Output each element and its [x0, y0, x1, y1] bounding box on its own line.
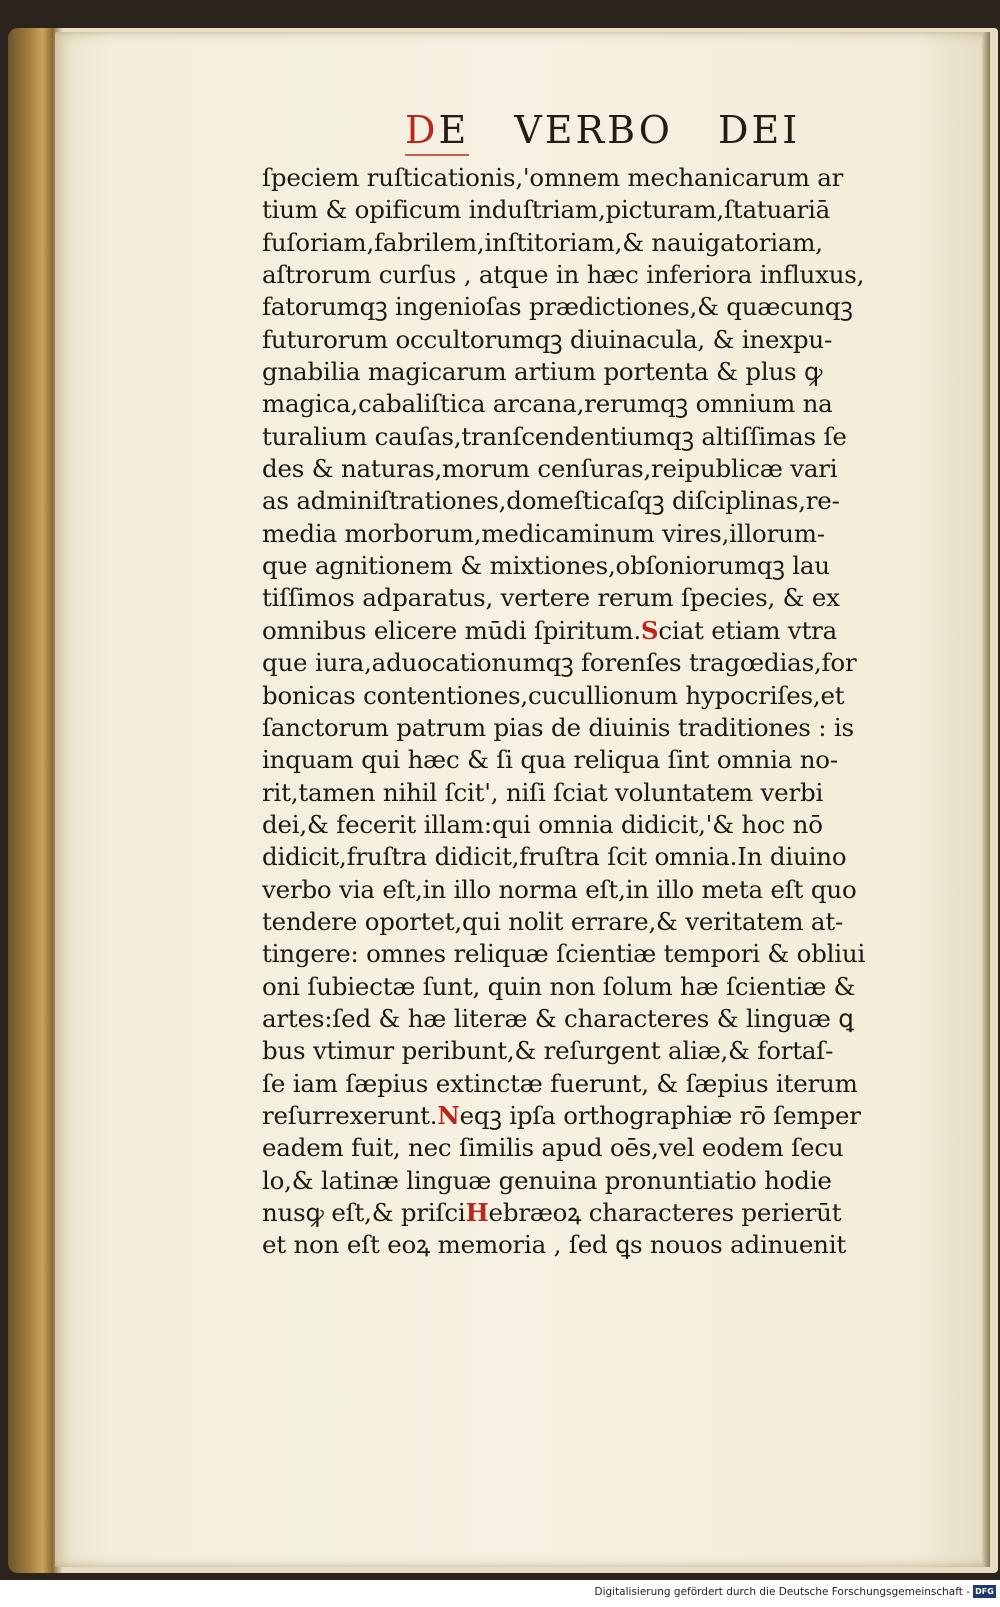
text-line: artes:ſed & hæ literæ & characteres & linguæ ꝗ — [262, 1003, 854, 1033]
page-edge — [982, 32, 990, 1567]
page-text-block — [262, 162, 962, 1262]
text-line: as adminiſtrationes,domeſticaſqꝫ diſciplinas,re- — [262, 486, 840, 516]
text-line-with-rubric — [262, 1197, 962, 1229]
digitization-footer — [0, 1580, 1000, 1607]
text-segment: nusꝙ eſt,& priſci — [262, 1198, 466, 1227]
text-line: inquam qui hæc & ſi qua reliqua ſint omnia no- — [262, 745, 838, 775]
text-line: aſtrorum curſus , atque in hæc inferiora influxus, — [262, 260, 865, 290]
text-segment: ebræoꝝ characteres perierūt — [488, 1198, 842, 1227]
text-line: lo,& latinæ linguæ genuina pronuntiatio hodie — [262, 1165, 832, 1195]
text-line: rit,tamen nihil ſcit', niſi ſciat voluntatem verbi — [262, 777, 824, 807]
text-segment: reſurrexerunt. — [262, 1100, 438, 1130]
text-segment: ciat etiam vtra — [658, 615, 838, 645]
text-line: et non eſt eoꝝ memoria , ſed ꝗs nouos adinuenit — [262, 1230, 846, 1260]
text-line: didicit,fruſtra didicit,fruſtra ſcit omnia.In diuino — [262, 842, 847, 872]
text-line: futurorum occultorumqꝫ diuinacula, & inexpu- — [262, 324, 833, 354]
text-line: tium & opificum induſtriam,picturam,ſtatuariā — [262, 195, 831, 225]
text-line: ſanctorum patrum pias de diuinis traditiones : is — [262, 712, 854, 742]
text-line: oni ſubiectæ ſunt, quin non ſolum hæ ſcientiæ & — [262, 971, 856, 1001]
header-word-dei: DEI — [717, 108, 801, 152]
text-line: bus vtimur peribunt,& reſurgent aliæ,& fortaſ- — [262, 1036, 834, 1066]
funding-credit: Digitalisierung gefördert durch die Deutsche Forschungsgemeinschaft - — [594, 1586, 970, 1598]
text-line: media morborum,medicaminum vires,illorum- — [262, 518, 825, 548]
text-line: magica,cabaliſtica arcana,rerumqꝫ omnium na — [262, 389, 833, 419]
text-line: dei,& fecerit illam:qui omnia didicit,'& hoc nō — [262, 809, 823, 839]
rubric-capital-h: H — [465, 1198, 489, 1227]
text-line: que iura,aduocationumqꝫ forenſes tragœdias,for — [262, 648, 857, 678]
text-segment: eqꝫ ipſa orthographiæ rō ſemper — [459, 1100, 861, 1130]
text-line: tiſſimos adparatus, vertere rerum ſpecies, & ex — [262, 583, 840, 613]
text-line-with-rubric — [262, 1100, 962, 1132]
text-line: tingere: omnes reliquæ ſcientiæ tempori & obliui — [262, 939, 866, 969]
text-segment: omnibus elicere mūdi ſpiritum. — [262, 615, 641, 645]
text-line: tendere oportet,qui nolit errare,& veritatem at- — [262, 906, 844, 936]
text-line: que agnitionem & mixtiones,obſoniorumqꝫ lau — [262, 551, 830, 581]
text-line: eadem fuit, nec ſimilis apud oēs,vel eodem ſecu — [262, 1133, 844, 1163]
text-line: fuſoriam,fabrilem,inſtitoriam,& nauigatoriam, — [262, 227, 823, 257]
text-line-with-rubric — [262, 615, 962, 647]
text-line: ſe iam ſæpius extinctæ fuerunt, & ſæpius iterum — [262, 1068, 858, 1098]
text-line: gnabilia magicarum artium portenta & plus ꝙ — [262, 357, 823, 387]
running-header — [405, 108, 805, 156]
text-line: fatorumqꝫ ingenioſas prædictiones,& quæcunqꝫ — [262, 292, 853, 322]
header-word-verbo: VERBO — [514, 108, 673, 152]
header-word-de-rest: E — [438, 108, 470, 152]
rubric-underline — [405, 154, 469, 156]
header-word-de — [405, 108, 469, 152]
text-line: bonicas contentiones,cucullionum hypocriſes,et — [262, 680, 845, 710]
rubric-capital-n: N — [437, 1100, 460, 1130]
text-line: des & naturas,morum cenſuras,reipublicæ vari — [262, 454, 838, 484]
text-line: turalium cauſas,tranſcendentiumqꝫ altiſſimas ſe — [262, 421, 847, 451]
text-line: verbo via eſt,in illo norma eſt,in illo meta eſt quo — [262, 874, 857, 904]
dfg-logo-icon: DFG — [973, 1585, 996, 1598]
text-line: ſpeciem ruſticationis,'omnem mechanicarum ar — [262, 163, 844, 192]
rubric-capital-s: S — [640, 615, 659, 645]
header-rubric-initial: D — [405, 108, 439, 152]
